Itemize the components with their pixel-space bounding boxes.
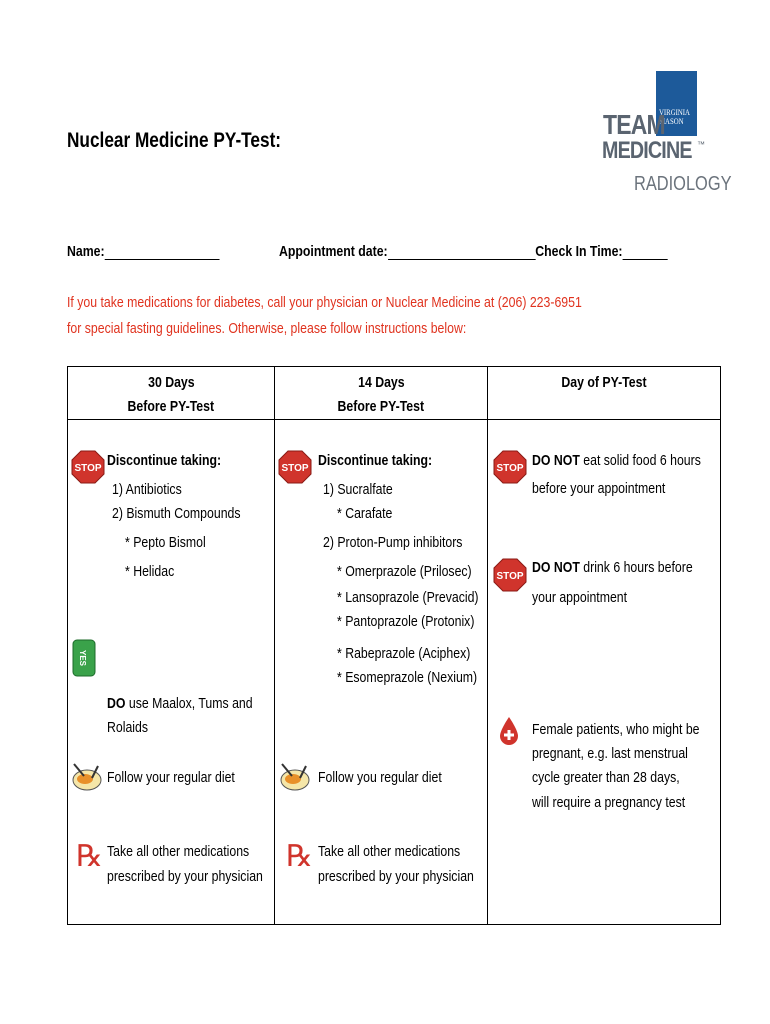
diet-plate-icon: [70, 760, 104, 794]
column-day-of: [488, 420, 721, 925]
no-food-text-2: before your appointment: [532, 480, 666, 497]
svg-text:STOP: STOP: [281, 463, 309, 474]
diet-text: Follow you regular diet: [318, 769, 442, 786]
list-item: * Esomeprazole (Nexium): [337, 669, 478, 686]
page-title: Nuclear Medicine PY-Test:: [67, 129, 282, 152]
notice-line-1: If you take medications for diabetes, call your physician or Nuclear Medicine at (206) 223-6951: [67, 294, 582, 311]
logo-team-text: TEAM: [603, 109, 665, 140]
stop-sign-icon: [278, 450, 312, 484]
rx-text-1: Take all other medications: [107, 843, 250, 860]
name-field[interactable]: Name:: [67, 243, 253, 260]
do-use-text-2: Rolaids: [107, 719, 149, 736]
pregnancy-text: will require a pregnancy test: [532, 794, 686, 811]
stop-sign-icon: [71, 450, 105, 484]
notice-line-2: for special fasting guidelines. Otherwise, please follow instructions below:: [67, 320, 467, 337]
rx-text-2: prescribed by your physician: [318, 868, 474, 885]
list-item: * Helidac: [125, 563, 175, 580]
pregnancy-text: Female patients, who might be: [532, 721, 700, 738]
list-item: * Omerprazole (Prilosec): [337, 563, 472, 580]
list-item: 1) Antibiotics: [112, 481, 182, 498]
stop-sign-icon: [493, 450, 527, 484]
header-day-of: Day of PY-Test: [488, 367, 721, 420]
discontinue-title: Discontinue taking:: [318, 452, 433, 469]
stop-sign-icon: [493, 558, 527, 592]
rx-icon: ℞: [286, 840, 313, 873]
rx-text-2: prescribed by your physician: [107, 868, 263, 885]
instructions-table: [67, 366, 721, 925]
column-30-days: [68, 420, 275, 925]
header-14-days: 14 Days Before PY-Test: [275, 367, 488, 420]
appointment-date-field[interactable]: Appointment date: Check In Time:: [279, 243, 753, 260]
logo-trademark: ™: [697, 140, 705, 149]
logo-medicine-text: MEDICINE: [602, 137, 692, 164]
list-item: 2) Bismuth Compounds: [112, 505, 241, 522]
list-item: * Pantoprazole (Protonix): [337, 613, 475, 630]
diet-text: Follow your regular diet: [107, 769, 235, 786]
list-item: * Rabeprazole (Aciphex): [337, 645, 471, 662]
rx-icon: ℞: [76, 840, 103, 873]
diet-plate-icon: [278, 760, 312, 794]
no-food-text: DO NOT eat solid food 6 hours: [532, 452, 701, 469]
column-14-days: [275, 420, 488, 925]
list-item: * Pepto Bismol: [125, 534, 206, 551]
rx-text-1: Take all other medications: [318, 843, 461, 860]
svg-text:STOP: STOP: [496, 463, 524, 474]
list-item: * Carafate: [337, 505, 393, 522]
blood-drop-icon: [499, 716, 519, 746]
pregnancy-text: cycle greater than 28 days,: [532, 769, 680, 786]
svg-text:STOP: STOP: [74, 463, 102, 474]
header-30-days: 30 Days Before PY-Test: [68, 367, 275, 420]
list-item: 2) Proton-Pump inhibitors: [323, 534, 463, 551]
list-item: * Lansoprazole (Prevacid): [337, 589, 479, 606]
svg-text:STOP: STOP: [496, 571, 524, 582]
no-drink-text: DO NOT drink 6 hours before: [532, 559, 693, 576]
do-use-text: DO use Maalox, Tums and: [107, 695, 253, 712]
no-drink-text-2: your appointment: [532, 589, 628, 606]
yes-icon: [71, 638, 97, 678]
list-item: 1) Sucralfate: [323, 481, 393, 498]
pregnancy-text: pregnant, e.g. last menstrual: [532, 745, 688, 762]
logo-radiology: RADIOLOGY: [634, 173, 732, 195]
logo-virginia-mason: VIRGINIA MASON: [659, 108, 690, 126]
svg-text:YES: YES: [78, 649, 87, 667]
discontinue-title: Discontinue taking:: [107, 452, 222, 469]
